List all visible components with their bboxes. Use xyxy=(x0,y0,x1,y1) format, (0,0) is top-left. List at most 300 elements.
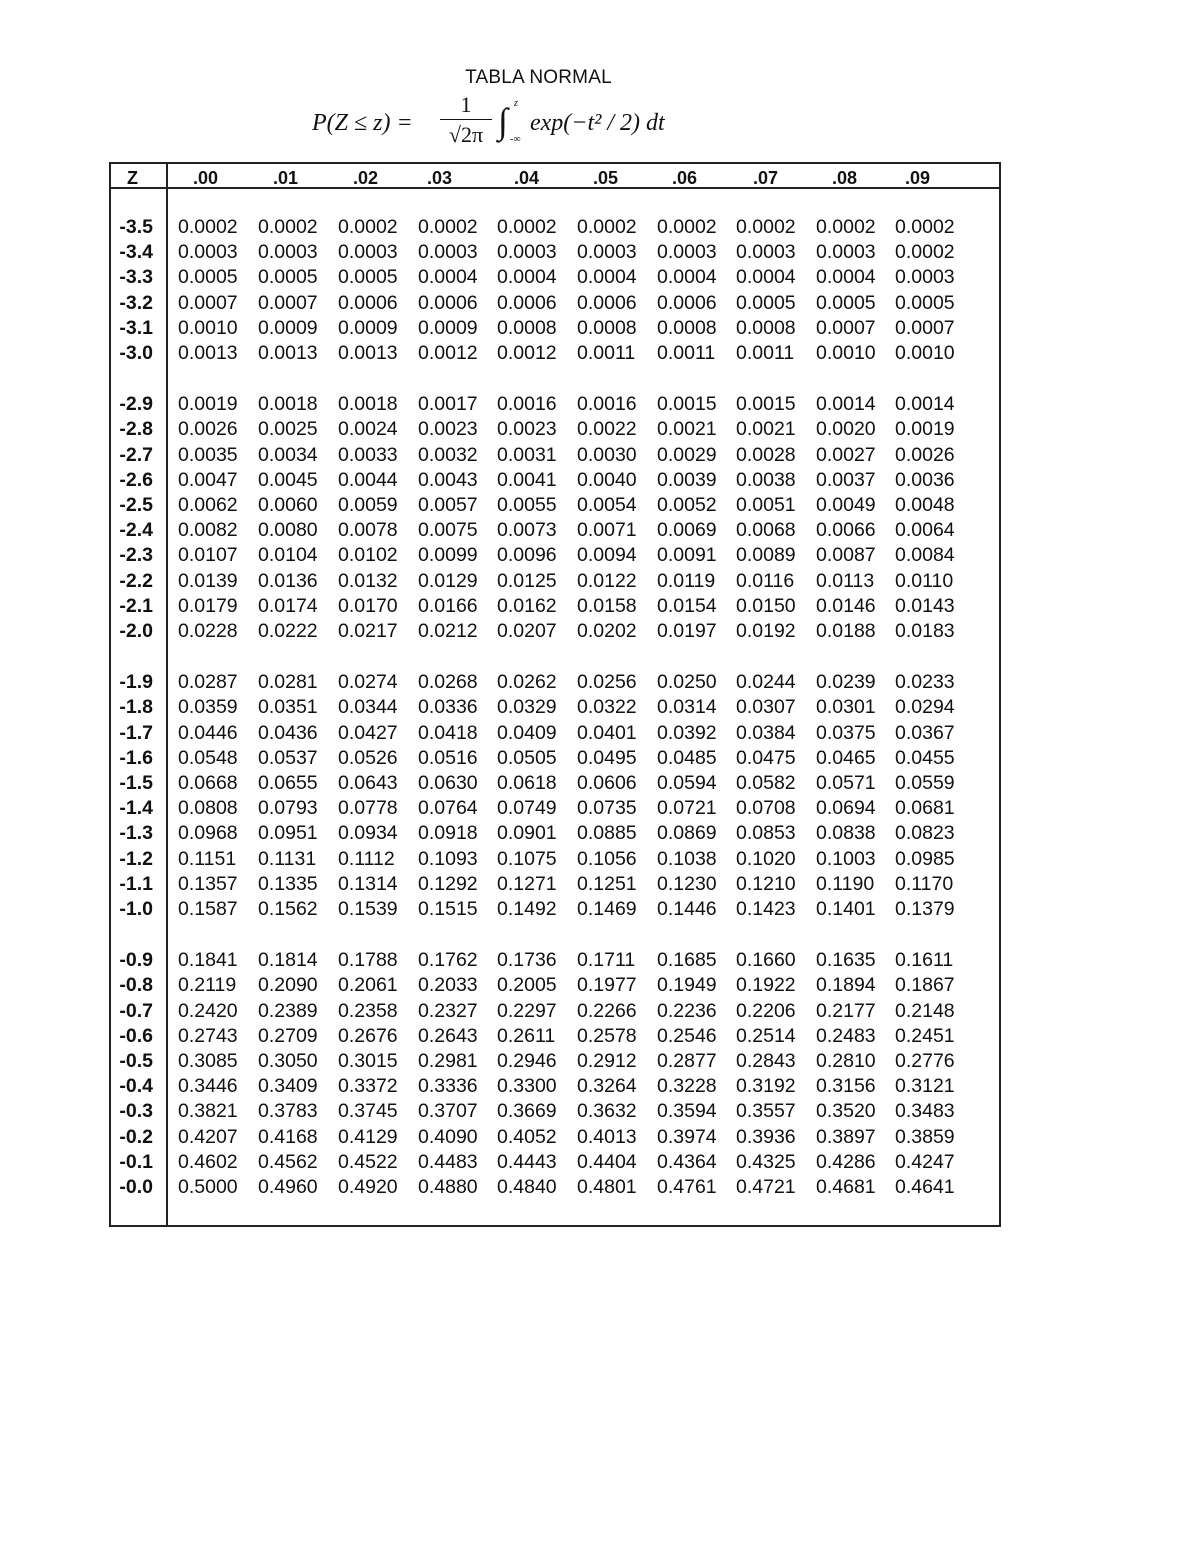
table-cell: 0.0655 xyxy=(258,772,318,794)
table-cell: 0.0985 xyxy=(895,847,955,870)
table-cell: 0.1867 xyxy=(895,974,955,997)
table-cell: 0.0143 xyxy=(895,594,955,617)
table-cell: 0.0038 xyxy=(736,468,796,491)
z-value: -2.8 xyxy=(119,418,153,441)
table-cell: 0.0455 xyxy=(895,746,955,769)
column-header: .09 xyxy=(905,168,931,188)
table-cell: 0.3300 xyxy=(497,1075,557,1098)
table-cell: 0.0202 xyxy=(577,620,637,642)
table-cell: 0.0002 xyxy=(497,216,557,238)
table-cell: 0.0764 xyxy=(418,797,478,820)
table-cell: 0.0005 xyxy=(895,291,955,314)
table-cell: 0.0037 xyxy=(816,468,876,491)
z-value: -3.0 xyxy=(119,342,153,364)
table-cell: 0.0119 xyxy=(657,569,716,592)
table-cell: 0.0023 xyxy=(497,418,557,441)
z-value: -2.0 xyxy=(119,620,153,642)
table-cell: 0.1401 xyxy=(816,898,876,920)
table-cell: 0.1587 xyxy=(178,898,238,920)
table-cell: 0.3594 xyxy=(657,1100,717,1123)
z-value: -0.9 xyxy=(119,949,153,972)
table-cell: 0.0039 xyxy=(657,468,717,491)
table-cell: 0.1977 xyxy=(577,974,637,997)
table-cell: 0.0749 xyxy=(497,797,557,820)
table-cell: 0.0401 xyxy=(577,721,637,744)
table-cell: 0.4483 xyxy=(418,1150,478,1173)
z-value: -1.1 xyxy=(119,872,153,895)
table-cell: 0.0047 xyxy=(178,468,238,491)
z-value: -2.6 xyxy=(119,468,153,491)
table-cell: 0.2266 xyxy=(577,999,637,1022)
z-value: -0.6 xyxy=(119,1024,153,1047)
table-cell: 0.0183 xyxy=(895,620,955,642)
table-cell: 0.0013 xyxy=(338,342,398,364)
table-cell: 0.0107 xyxy=(178,544,238,567)
z-value: -0.2 xyxy=(119,1125,153,1148)
table-cell: 0.4443 xyxy=(497,1150,557,1173)
table-cell: 0.0028 xyxy=(736,443,796,466)
table-cell: 0.0008 xyxy=(497,316,557,339)
table-cell: 0.4641 xyxy=(895,1176,955,1198)
table-cell: 0.0041 xyxy=(497,468,557,491)
table-cell: 0.2676 xyxy=(338,1024,398,1047)
table-cell: 0.1685 xyxy=(657,949,717,972)
z-value: -0.1 xyxy=(119,1150,153,1173)
table-cell: 0.3228 xyxy=(657,1075,717,1098)
z-value: -0.5 xyxy=(119,1050,153,1072)
table-cell: 0.1020 xyxy=(736,847,796,870)
table-cell: 0.0010 xyxy=(178,316,238,339)
table-cell: 0.0136 xyxy=(258,569,318,592)
table-cell: 0.1190 xyxy=(816,872,875,895)
table-cell: 0.0036 xyxy=(895,468,955,491)
table-cell: 0.0080 xyxy=(258,519,318,542)
header-z: Z xyxy=(127,168,138,188)
header-divider xyxy=(109,187,1001,189)
table-cell: 0.4090 xyxy=(418,1125,478,1148)
table-cell: 0.3409 xyxy=(258,1075,318,1098)
table-cell: 0.0869 xyxy=(657,822,717,845)
table-cell: 0.0069 xyxy=(657,519,717,542)
table-cell: 0.1151 xyxy=(178,847,237,870)
table-cell: 0.0005 xyxy=(816,291,876,314)
table-cell: 0.0002 xyxy=(258,216,318,238)
table-cell: 0.0005 xyxy=(736,291,796,314)
table-cell: 0.4364 xyxy=(657,1150,717,1173)
table-cell: 0.0003 xyxy=(258,241,318,264)
table-cell: 0.0314 xyxy=(657,696,717,719)
table-cell: 0.0495 xyxy=(577,746,637,769)
table-cell: 0.0017 xyxy=(418,393,478,416)
table-cell: 0.0918 xyxy=(418,822,478,845)
table-cell: 0.0129 xyxy=(418,569,478,592)
table-cell: 0.0375 xyxy=(816,721,876,744)
table-cell: 0.4721 xyxy=(736,1176,796,1198)
column-header: .07 xyxy=(753,168,779,188)
table-cell: 0.0721 xyxy=(657,797,717,820)
z-value: -2.9 xyxy=(119,393,153,416)
table-cell: 0.1170 xyxy=(895,872,954,895)
column-header: .03 xyxy=(427,168,453,188)
table-cell: 0.1423 xyxy=(736,898,796,920)
z-value: -0.0 xyxy=(119,1176,153,1198)
table-cell: 0.0073 xyxy=(497,519,557,542)
table-cell: 0.1038 xyxy=(657,847,717,870)
table-cell: 0.2358 xyxy=(338,999,398,1022)
table-cell: 0.0016 xyxy=(497,393,557,416)
table-cell: 0.3557 xyxy=(736,1100,796,1123)
table-cell: 0.0082 xyxy=(178,519,238,542)
table-cell: 0.0853 xyxy=(736,822,796,845)
table-cell: 0.4522 xyxy=(338,1150,398,1173)
table-cell: 0.4286 xyxy=(816,1150,876,1173)
table-cell: 0.3483 xyxy=(895,1100,955,1123)
z-value: -1.0 xyxy=(119,898,153,920)
table-cell: 0.0021 xyxy=(736,418,796,441)
table-cell: 0.0089 xyxy=(736,544,796,567)
table-cell: 0.0808 xyxy=(178,797,238,820)
table-cell: 0.3707 xyxy=(418,1100,478,1123)
table-cell: 0.0004 xyxy=(736,266,796,289)
table-cell: 0.2546 xyxy=(657,1024,717,1047)
table-cell: 0.0002 xyxy=(736,216,796,238)
table-cell: 0.2206 xyxy=(736,999,796,1022)
table-cell: 0.4052 xyxy=(497,1125,557,1148)
table-cell: 0.0322 xyxy=(577,696,637,719)
table-cell: 0.4920 xyxy=(338,1176,398,1198)
table-cell: 0.1841 xyxy=(178,949,238,972)
table-cell: 0.3446 xyxy=(178,1075,238,1098)
table-cell: 0.0008 xyxy=(577,316,637,339)
table-cell: 0.0003 xyxy=(657,241,717,264)
table-cell: 0.1314 xyxy=(338,872,398,895)
integral-symbol: ∫ xyxy=(498,101,508,141)
table-cell: 0.0003 xyxy=(577,241,637,264)
table-cell: 0.3783 xyxy=(258,1100,318,1123)
table-cell: 0.0007 xyxy=(816,316,876,339)
table-cell: 0.3192 xyxy=(736,1075,796,1098)
table-cell: 0.0002 xyxy=(816,216,876,238)
table-cell: 0.0139 xyxy=(178,569,238,592)
z-value: -2.2 xyxy=(119,569,153,592)
table-cell: 0.0004 xyxy=(577,266,637,289)
table-cell: 0.2177 xyxy=(816,999,876,1022)
table-cell: 0.0002 xyxy=(577,216,637,238)
table-cell: 0.0031 xyxy=(497,443,557,466)
table-cell: 0.0475 xyxy=(736,746,796,769)
table-cell: 0.1230 xyxy=(657,872,717,895)
table-cell: 0.0021 xyxy=(657,418,717,441)
table-cell: 0.0003 xyxy=(497,241,557,264)
table-cell: 0.3015 xyxy=(338,1050,398,1072)
table-cell: 0.1949 xyxy=(657,974,717,997)
z-value: -0.3 xyxy=(119,1100,153,1123)
table-cell: 0.1660 xyxy=(736,949,796,972)
table-cell: 0.4129 xyxy=(338,1125,398,1148)
table-cell: 0.1492 xyxy=(497,898,557,920)
table-cell: 0.0096 xyxy=(497,544,557,567)
table-cell: 0.4247 xyxy=(895,1150,955,1173)
table-cell: 0.0409 xyxy=(497,721,557,744)
table-cell: 0.0294 xyxy=(895,696,955,719)
table-cell: 0.2061 xyxy=(338,974,398,997)
table-cell: 0.0968 xyxy=(178,822,238,845)
table-cell: 0.2514 xyxy=(736,1024,796,1047)
table-cell: 0.2327 xyxy=(418,999,478,1022)
table-cell: 0.4880 xyxy=(418,1176,478,1198)
integral-lower-limit: -∞ xyxy=(510,134,521,145)
table-cell: 0.3336 xyxy=(418,1075,478,1098)
table-cell: 0.0060 xyxy=(258,494,318,516)
table-cell: 0.0003 xyxy=(418,241,478,264)
table-cell: 0.2420 xyxy=(178,999,238,1022)
table-cell: 0.0006 xyxy=(338,291,398,314)
table-cell: 0.0197 xyxy=(657,620,717,642)
table-cell: 0.4960 xyxy=(258,1176,318,1198)
table-cell: 0.0116 xyxy=(736,569,795,592)
table-cell: 0.0384 xyxy=(736,721,796,744)
table-cell: 0.0003 xyxy=(338,241,398,264)
table-cell: 0.0708 xyxy=(736,797,796,820)
table-cell: 0.4602 xyxy=(178,1150,238,1173)
table-cell: 0.1762 xyxy=(418,949,478,972)
table-cell: 0.0040 xyxy=(577,468,637,491)
table-cell: 0.0003 xyxy=(178,241,238,264)
table-cell: 0.0051 xyxy=(736,494,796,516)
table-cell: 0.3859 xyxy=(895,1125,955,1148)
table-cell: 0.3745 xyxy=(338,1100,398,1123)
formula-denominator: √2π xyxy=(448,122,484,147)
formula-integrand: exp(−t² / 2) dt xyxy=(530,110,665,136)
z-value: -2.1 xyxy=(119,594,153,617)
table-cell: 0.4840 xyxy=(497,1176,557,1198)
table-cell: 0.2877 xyxy=(657,1050,717,1072)
z-value: -1.2 xyxy=(119,847,153,870)
table-cell: 0.0287 xyxy=(178,671,238,694)
table-cell: 0.0606 xyxy=(577,772,637,794)
z-value: -3.5 xyxy=(119,216,153,238)
table-cell: 0.0002 xyxy=(178,216,238,238)
table-cell: 0.0485 xyxy=(657,746,717,769)
table-cell: 0.4207 xyxy=(178,1125,238,1148)
table-cell: 0.0823 xyxy=(895,822,955,845)
table-cell: 0.0268 xyxy=(418,671,478,694)
table-cell: 0.0102 xyxy=(338,544,398,567)
table-cell: 0.0392 xyxy=(657,721,717,744)
table-cell: 0.0571 xyxy=(816,772,876,794)
table-cell: 0.4325 xyxy=(736,1150,796,1173)
z-value: -2.5 xyxy=(119,494,153,516)
table-cell: 0.1251 xyxy=(577,872,637,895)
table-cell: 0.0125 xyxy=(497,569,557,592)
table-cell: 0.3936 xyxy=(736,1125,796,1148)
table-cell: 0.4168 xyxy=(258,1125,318,1148)
table-cell: 0.0011 xyxy=(577,342,636,364)
table-cell: 0.0934 xyxy=(338,822,398,845)
table-cell: 0.0233 xyxy=(895,671,955,694)
table-cell: 0.0262 xyxy=(497,671,557,694)
table-cell: 0.1611 xyxy=(895,949,954,972)
column-header: .04 xyxy=(514,168,540,188)
table-cell: 0.1075 xyxy=(497,847,557,870)
table-cell: 0.0020 xyxy=(816,418,876,441)
table-cell: 0.0778 xyxy=(338,797,398,820)
table-cell: 0.1335 xyxy=(258,872,318,895)
z-value: -1.4 xyxy=(119,797,153,820)
table-cell: 0.0005 xyxy=(178,266,238,289)
table-cell: 0.0075 xyxy=(418,519,478,542)
table-cell: 0.0011 xyxy=(657,342,716,364)
table-cell: 0.0002 xyxy=(657,216,717,238)
table-cell: 0.0104 xyxy=(258,544,318,567)
table-cell: 0.0007 xyxy=(258,291,318,314)
table-cell: 0.0003 xyxy=(736,241,796,264)
table-cell: 0.2912 xyxy=(577,1050,637,1072)
table-cell: 0.0008 xyxy=(736,316,796,339)
table-cell: 0.0113 xyxy=(816,569,875,592)
z-column-divider xyxy=(166,162,168,1227)
table-cell: 0.2033 xyxy=(418,974,478,997)
table-cell: 0.2643 xyxy=(418,1024,478,1047)
integral-upper-limit: z xyxy=(514,98,518,109)
table-cell: 0.0071 xyxy=(577,519,637,542)
table-cell: 0.0032 xyxy=(418,443,478,466)
table-cell: 0.2236 xyxy=(657,999,717,1022)
table-cell: 0.1894 xyxy=(816,974,876,997)
column-header: .02 xyxy=(353,168,379,188)
column-header: .08 xyxy=(832,168,858,188)
table-cell: 0.1814 xyxy=(258,949,318,972)
z-value: -0.4 xyxy=(119,1075,153,1098)
table-cell: 0.1469 xyxy=(577,898,637,920)
z-value: -3.4 xyxy=(119,241,153,264)
table-cell: 0.5000 xyxy=(178,1176,238,1198)
z-value: -1.9 xyxy=(119,671,153,694)
table-cell: 0.2148 xyxy=(895,999,955,1022)
z-value: -2.7 xyxy=(119,443,153,466)
formula-numerator: 1 xyxy=(460,92,472,117)
table-cell: 0.0694 xyxy=(816,797,876,820)
column-header: .00 xyxy=(193,168,219,188)
table-cell: 0.0170 xyxy=(338,594,398,617)
table-cell: 0.3520 xyxy=(816,1100,876,1123)
table-cell: 0.0059 xyxy=(338,494,398,516)
table-cell: 0.1562 xyxy=(258,898,318,920)
table-cell: 0.0681 xyxy=(895,797,955,820)
table-cell: 0.0005 xyxy=(258,266,318,289)
table-cell: 0.0099 xyxy=(418,544,478,567)
table-cell: 0.1357 xyxy=(178,872,238,895)
table-cell: 0.0526 xyxy=(338,746,398,769)
table-cell: 0.3632 xyxy=(577,1100,637,1123)
table-cell: 0.1711 xyxy=(577,949,636,972)
formula-lhs: P(Z ≤ z) = xyxy=(312,110,413,136)
table-cell: 0.0582 xyxy=(736,772,796,794)
z-value: -3.1 xyxy=(119,316,153,339)
table-cell: 0.0045 xyxy=(258,468,318,491)
table-cell: 0.0062 xyxy=(178,494,238,516)
table-cell: 0.0505 xyxy=(497,746,557,769)
table-cell: 0.0244 xyxy=(736,671,796,694)
table-cell: 0.3372 xyxy=(338,1075,398,1098)
table-cell: 0.2611 xyxy=(497,1024,556,1047)
z-value: -2.4 xyxy=(119,519,153,542)
table-cell: 0.0091 xyxy=(657,544,717,567)
table-cell: 0.0150 xyxy=(736,594,796,617)
table-cell: 0.0019 xyxy=(895,418,955,441)
table-cell: 0.0174 xyxy=(258,594,318,617)
table-cell: 0.0630 xyxy=(418,772,478,794)
z-value: -1.6 xyxy=(119,746,153,769)
table-cell: 0.1131 xyxy=(258,847,317,870)
table-cell: 0.0018 xyxy=(338,393,398,416)
table-cell: 0.2946 xyxy=(497,1050,557,1072)
table-cell: 0.4761 xyxy=(657,1176,717,1198)
table-cell: 0.0027 xyxy=(816,443,876,466)
table-cell: 0.1210 xyxy=(736,872,796,895)
column-header: .06 xyxy=(672,168,698,188)
table-cell: 0.0009 xyxy=(338,316,398,339)
z-value: -1.3 xyxy=(119,822,153,845)
table-cell: 0.1539 xyxy=(338,898,398,920)
table-cell: 0.3085 xyxy=(178,1050,238,1072)
table-cell: 0.0025 xyxy=(258,418,318,441)
table-cell: 0.0064 xyxy=(895,519,955,542)
table-cell: 0.0052 xyxy=(657,494,717,516)
table-cell: 0.0068 xyxy=(736,519,796,542)
table-cell: 0.4562 xyxy=(258,1150,318,1173)
table-cell: 0.0009 xyxy=(258,316,318,339)
table-cell: 0.1736 xyxy=(497,949,557,972)
table-cell: 0.1446 xyxy=(657,898,717,920)
table-cell: 0.0003 xyxy=(816,241,876,264)
table-cell: 0.2578 xyxy=(577,1024,637,1047)
table-cell: 0.3050 xyxy=(258,1050,318,1072)
table-cell: 0.0643 xyxy=(338,772,398,794)
table-cell: 0.0016 xyxy=(577,393,637,416)
table-cell: 0.1112 xyxy=(338,847,395,870)
table-cell: 0.2297 xyxy=(497,999,557,1022)
table-cell: 0.3821 xyxy=(178,1100,238,1123)
table-cell: 0.0838 xyxy=(816,822,876,845)
table-cell: 0.3669 xyxy=(497,1100,557,1123)
table-cell: 0.0329 xyxy=(497,696,557,719)
z-value: -3.3 xyxy=(119,266,153,289)
table-cell: 0.0668 xyxy=(178,772,238,794)
table-cell: 0.0901 xyxy=(497,822,557,845)
table-cell: 0.0007 xyxy=(178,291,238,314)
table-cell: 0.0004 xyxy=(657,266,717,289)
table-cell: 0.0516 xyxy=(418,746,478,769)
table-cell: 0.0179 xyxy=(178,594,238,617)
table-cell: 0.0548 xyxy=(178,746,238,769)
table-cell: 0.0026 xyxy=(178,418,238,441)
table-cell: 0.2843 xyxy=(736,1050,796,1072)
table-cell: 0.3974 xyxy=(657,1125,717,1148)
table-cell: 0.0951 xyxy=(258,822,318,845)
table-cell: 0.1003 xyxy=(816,847,876,870)
table-cell: 0.4801 xyxy=(577,1176,637,1198)
table-cell: 0.0034 xyxy=(258,443,318,466)
table-cell: 0.0004 xyxy=(816,266,876,289)
table-cell: 0.1515 xyxy=(418,898,478,920)
table-cell: 0.0033 xyxy=(338,443,398,466)
table-cell: 0.2981 xyxy=(418,1050,478,1072)
table-cell: 0.3156 xyxy=(816,1075,876,1098)
table-cell: 0.0010 xyxy=(895,342,955,364)
z-value: -2.3 xyxy=(119,544,153,567)
table-cell: 0.0344 xyxy=(338,696,398,719)
